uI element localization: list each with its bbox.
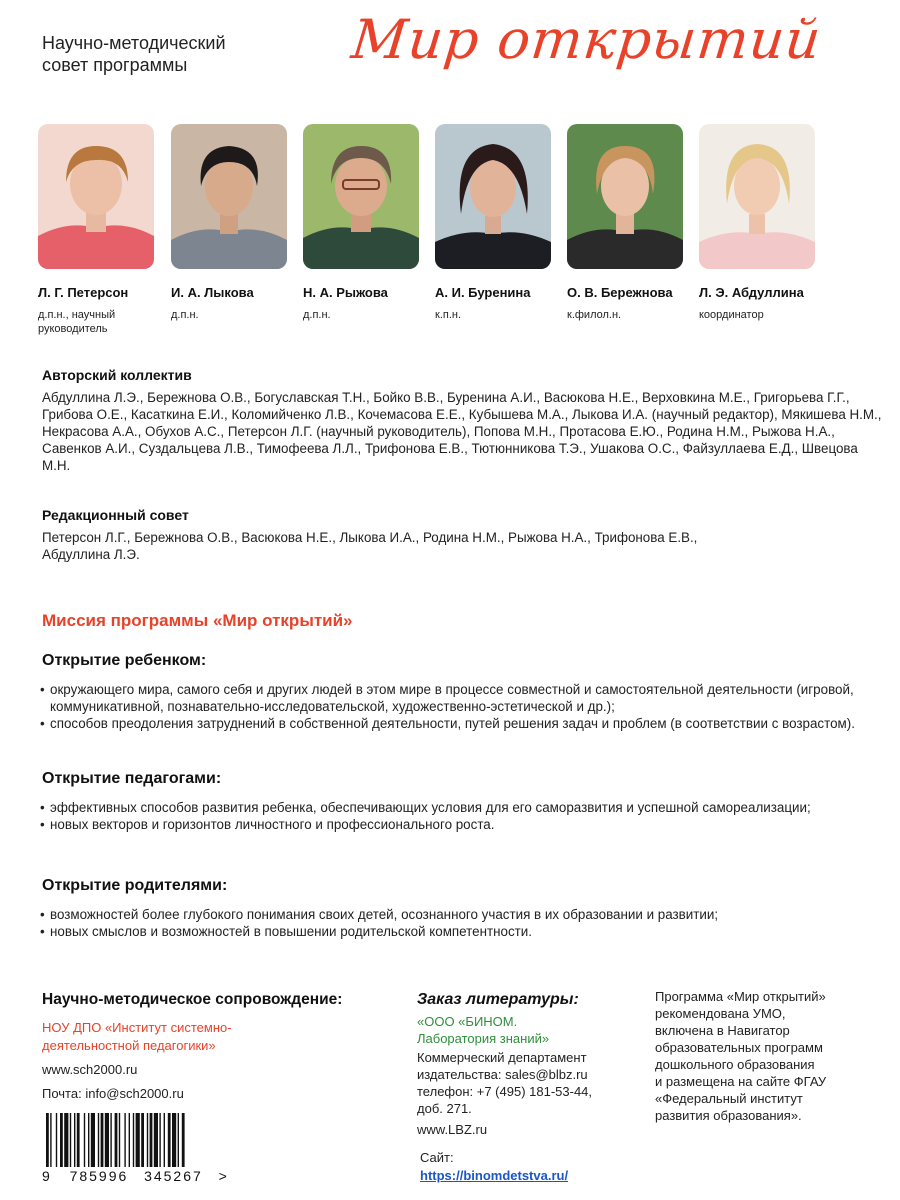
portrait-photo bbox=[435, 124, 551, 269]
order-phone: телефон: +7 (495) 181-53-44, bbox=[417, 1084, 593, 1099]
list-item: • окружающего мира, самого себя и других людей в этом мире в процессе совместной и самостоятельной деятельности (игровой, коммуникативной, познавательно-исследовательской, художественно-эстетической и др.); bbox=[40, 681, 890, 715]
barcode-bar bbox=[91, 1113, 95, 1167]
person-name: Л. Э. Абдуллина bbox=[699, 285, 804, 300]
barcode-bar bbox=[147, 1113, 148, 1167]
teachers-heading: Открытие педагогами: bbox=[42, 770, 222, 787]
barcode-group-2: 345267 bbox=[144, 1168, 203, 1184]
barcode-number bbox=[42, 1168, 229, 1184]
person-title: д.п.н. bbox=[303, 309, 331, 321]
order-dept: Коммерческий департамент bbox=[417, 1050, 587, 1065]
barcode-bar bbox=[119, 1113, 120, 1167]
person-name: А. И. Буренина bbox=[435, 285, 531, 300]
council-members bbox=[38, 124, 828, 339]
barcode-bar bbox=[70, 1113, 71, 1167]
isbn-barcode bbox=[42, 1113, 232, 1173]
barcode-bar bbox=[60, 1113, 63, 1167]
site-label: Сайт: bbox=[420, 1150, 454, 1165]
person-card bbox=[38, 124, 163, 336]
barcode-bar bbox=[168, 1113, 171, 1167]
barcode-bar bbox=[105, 1113, 109, 1167]
barcode-bar bbox=[172, 1113, 176, 1167]
portrait-photo bbox=[567, 124, 683, 269]
portrait-photo bbox=[171, 124, 287, 269]
list-item: • новых смыслов и возможностей в повышении родительской компетентности. bbox=[40, 923, 890, 940]
person-card bbox=[303, 124, 428, 322]
recommendation-line: «Федеральный институт bbox=[655, 1091, 803, 1106]
order-heading: Заказ литературы: bbox=[417, 991, 579, 1008]
barcode-bar bbox=[110, 1113, 111, 1167]
order-website[interactable]: www.LBZ.ru bbox=[417, 1122, 488, 1137]
barcode-bar bbox=[124, 1113, 125, 1167]
support-website[interactable]: www.sch2000.ru bbox=[42, 1062, 138, 1077]
person-card bbox=[171, 124, 296, 322]
order-company-line-1: «ООО «БИНОМ. bbox=[417, 1014, 518, 1029]
teachers-list bbox=[40, 799, 890, 833]
barcode-bar bbox=[88, 1113, 89, 1167]
editorial-heading: Редакционный совет bbox=[42, 507, 189, 523]
person-name: Н. А. Рыжова bbox=[303, 285, 388, 300]
person-title: к.филол.н. bbox=[567, 309, 622, 321]
authors-list: Абдуллина Л.Э., Бережнова О.В., Богуславская Т.Н., Бойко В.В., Буренина А.И., Васюкова Н.Е., Верховкина М.Е., Григорьева Г.Г., Грибова О.Е., Касаткина Е.И., Коломийченко Л.В., Кочемасова Е.Е., Кубышева М.А., Лыкова И.А. (научный редактор), Мякишева Н.М., Некрасова А.А., Обухов А.С., Петерсон Л.Г. (научный руководитель), Попова М.Н., Протасова Е.Ю., Родина Н.М., Рыжова Н.А., Савенков А.И., Суздальцева Л.В., Тимофеева Л.Л., Трифонова Е.В., Тютюнникова Т.Э., Ушакова О.С., Файзуллаева Е.Д., Швецова М.Н. bbox=[42, 390, 882, 473]
recommendation-line: Программа «Мир открытий» bbox=[655, 989, 826, 1004]
person-card bbox=[699, 124, 824, 322]
barcode-group-1: 785996 bbox=[69, 1168, 129, 1184]
program-logo: Мир открытий bbox=[348, 8, 825, 71]
barcode-bar bbox=[178, 1113, 179, 1167]
person-card bbox=[567, 124, 692, 322]
barcode-bar bbox=[46, 1113, 49, 1167]
parents-heading: Открытие родителями: bbox=[42, 877, 228, 894]
council-line-2: совет программы bbox=[42, 55, 188, 75]
person-card bbox=[435, 124, 560, 322]
site-link[interactable]: https://binomdetstva.ru/ bbox=[420, 1168, 569, 1183]
barcode-arrow: > bbox=[218, 1168, 229, 1184]
list-item: • способов преодоления затруднений в собственной деятельности, путей решения задач и проблем (в соответствии с возрастом). bbox=[40, 715, 890, 732]
order-company-line-2: Лаборатория знаний» bbox=[417, 1031, 550, 1046]
child-heading: Открытие ребенком: bbox=[42, 652, 207, 669]
support-org bbox=[42, 1019, 232, 1055]
recommendation-line: развития образования». bbox=[655, 1108, 802, 1123]
barcode-bar bbox=[154, 1113, 158, 1167]
barcode-bar bbox=[77, 1113, 80, 1167]
support-org-line-2: деятельностной педагогики» bbox=[42, 1038, 216, 1053]
support-email[interactable]: Почта: info@sch2000.ru bbox=[42, 1086, 184, 1101]
support-org-line-1: НОУ ДПО «Институт системно- bbox=[42, 1020, 232, 1035]
barcode-bar bbox=[182, 1113, 185, 1167]
council-heading bbox=[42, 32, 322, 76]
list-item: • возможностей более глубокого понимания своих детей, осознанного участия в их образовании и развитии; bbox=[40, 906, 890, 923]
person-name: И. А. Лыкова bbox=[171, 285, 254, 300]
recommendation-line: дошкольного образования bbox=[655, 1057, 815, 1072]
barcode-bar bbox=[159, 1113, 160, 1167]
person-title: д.п.н., научный руководитель bbox=[38, 309, 116, 335]
barcode-bar bbox=[164, 1113, 165, 1167]
person-name: Л. Г. Петерсон bbox=[38, 285, 129, 300]
barcode-bar bbox=[84, 1113, 85, 1167]
portrait-photo bbox=[699, 124, 815, 269]
person-name: О. В. Бережнова bbox=[567, 285, 673, 300]
barcode-bar bbox=[129, 1113, 130, 1167]
editorial-list: Петерсон Л.Г., Бережнова О.В., Васюкова Н.Е., Лыкова И.А., Родина Н.М., Рыжова Н.А., Трифонова Е.В., Абдуллина Л.Э. bbox=[42, 530, 698, 562]
person-title: д.п.н. bbox=[171, 309, 199, 321]
person-title: к.п.н. bbox=[435, 309, 462, 321]
recommendation-line: рекомендована УМО, bbox=[655, 1006, 786, 1021]
mission-heading: Миссия программы «Мир открытий» bbox=[42, 611, 353, 630]
barcode-bar bbox=[98, 1113, 99, 1167]
barcode-bar bbox=[141, 1113, 144, 1167]
portrait-photo bbox=[303, 124, 419, 269]
parents-list bbox=[40, 906, 890, 940]
barcode-bar bbox=[136, 1113, 140, 1167]
council-line-1: Научно-методический bbox=[42, 33, 226, 53]
barcode-bar bbox=[56, 1113, 57, 1167]
barcode-first-digit: 9 bbox=[42, 1168, 52, 1184]
recommendation-line: и размещена на сайте ФГАУ bbox=[655, 1074, 827, 1089]
person-title: координатор bbox=[699, 309, 764, 321]
support-heading: Научно-методическое сопровождение: bbox=[42, 991, 343, 1008]
recommendation-block bbox=[655, 988, 890, 1124]
barcode-bar bbox=[64, 1113, 68, 1167]
barcode-bar bbox=[74, 1113, 75, 1167]
barcode-bar bbox=[101, 1113, 104, 1167]
list-item: • новых векторов и горизонтов личностного и профессионального роста. bbox=[40, 816, 890, 833]
barcode-bar bbox=[115, 1113, 118, 1167]
order-ext: доб. 271. bbox=[417, 1101, 472, 1116]
recommendation-line: включена в Навигатор bbox=[655, 1023, 790, 1038]
barcode-bar bbox=[50, 1113, 51, 1167]
order-block bbox=[417, 991, 637, 1138]
authors-heading: Авторский коллектив bbox=[42, 367, 192, 383]
recommendation-line: образовательных программ bbox=[655, 1040, 823, 1055]
barcode-bar bbox=[150, 1113, 153, 1167]
barcode-bar bbox=[133, 1113, 134, 1167]
list-item: • эффективных способов развития ребенка, обеспечивающих условия для его саморазвития и успешной самореализации; bbox=[40, 799, 890, 816]
portrait-photo bbox=[38, 124, 154, 269]
order-email[interactable]: издательства: sales@blbz.ru bbox=[417, 1067, 588, 1082]
child-list bbox=[40, 681, 890, 732]
